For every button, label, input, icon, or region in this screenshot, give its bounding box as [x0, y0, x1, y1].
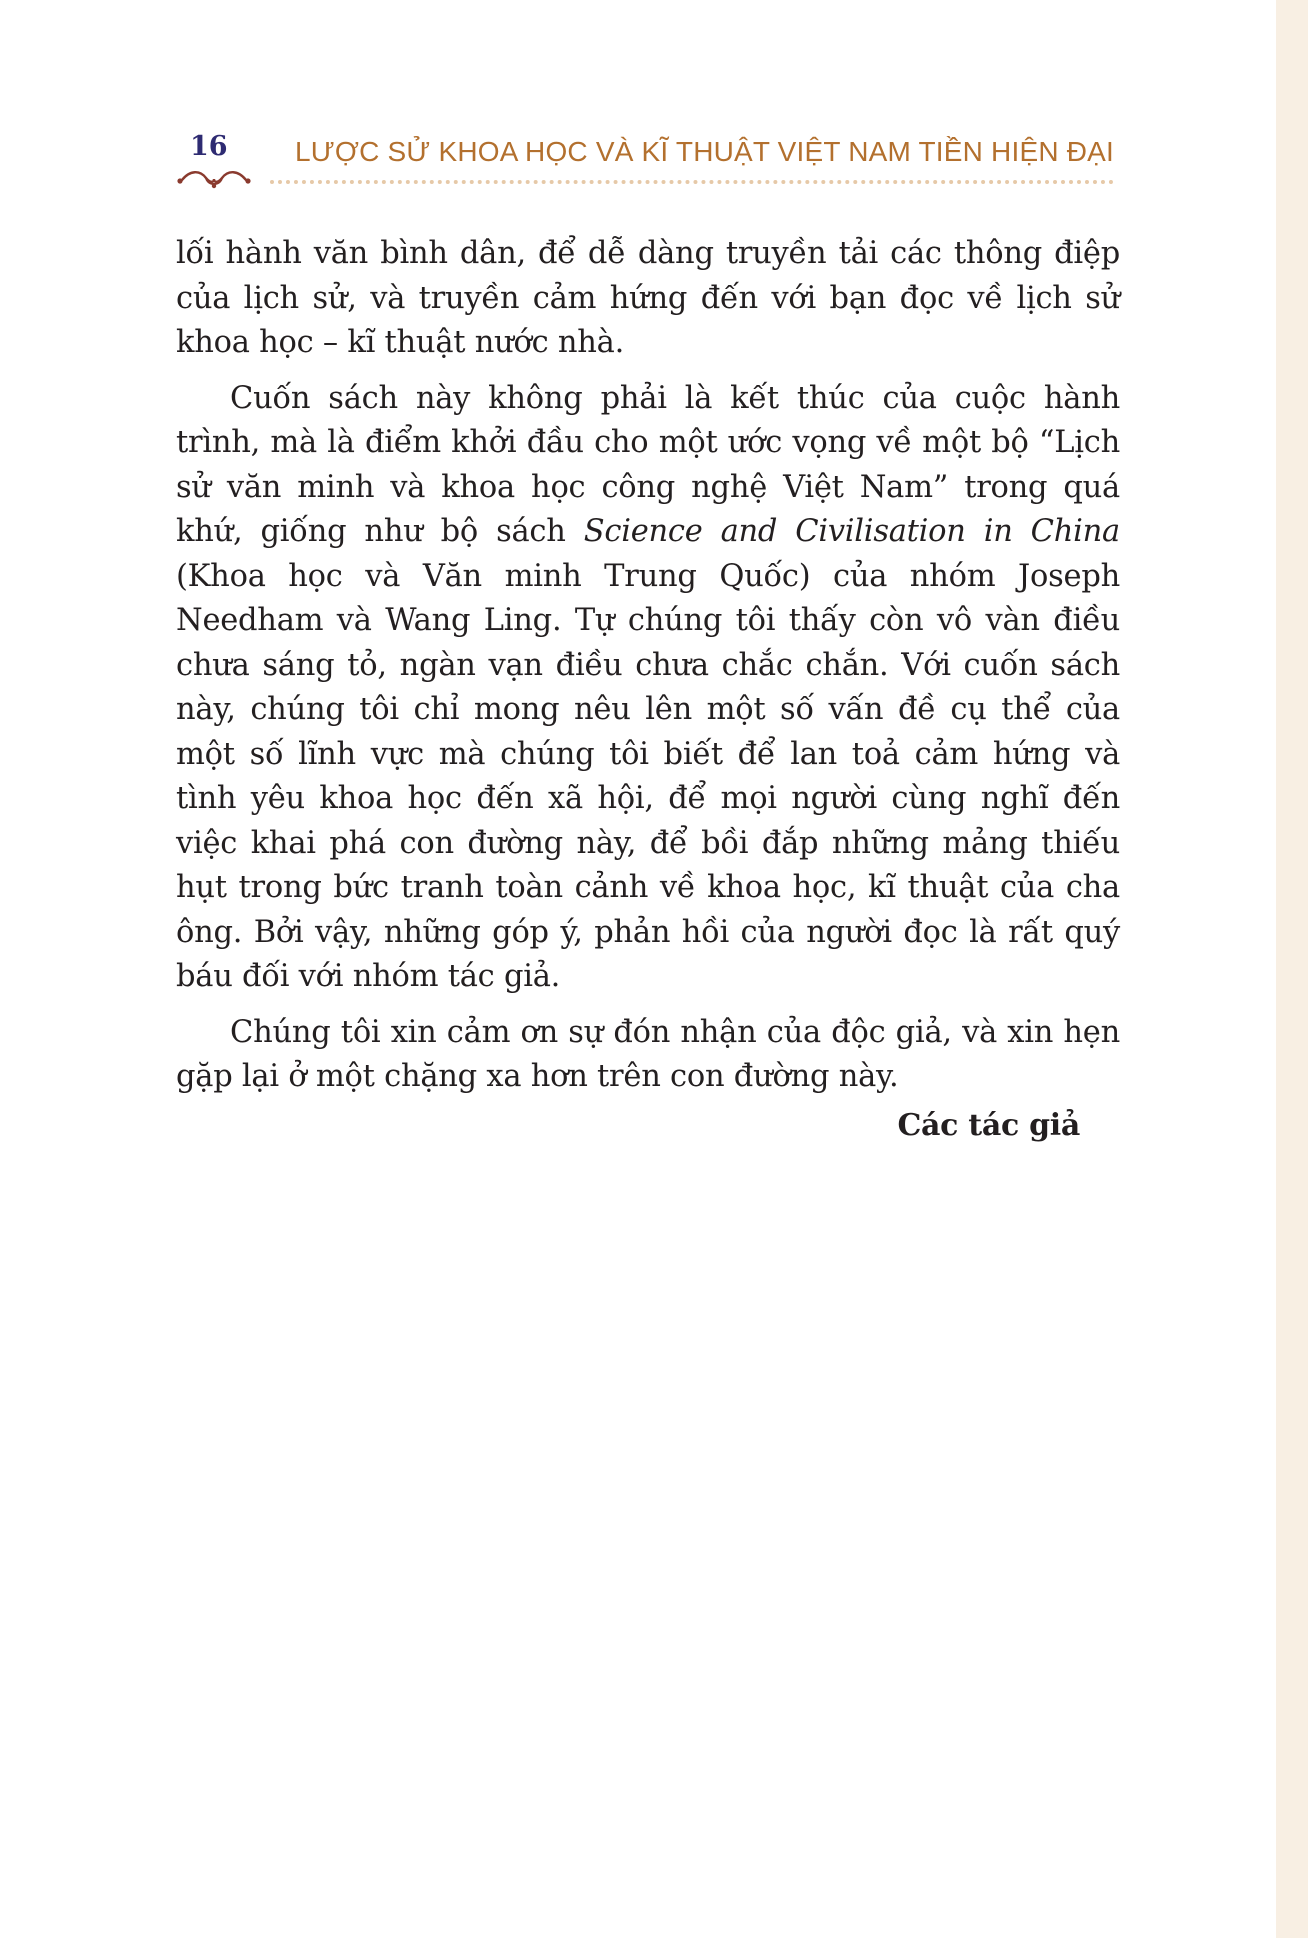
page-header — [176, 128, 1114, 192]
page-edge-strip — [1276, 0, 1308, 1938]
paragraph-2-text-a: Cuốn sách này không phải là kết thúc của cuộc hành trình, mà là điểm khởi đầu cho một ước vọng về một bộ “Lịch sử văn minh và khoa học công nghệ Việt Nam” trong quá khứ, giống như bộ sách — [176, 380, 1120, 549]
paragraph-2 — [176, 377, 1120, 1000]
signature: Các tác giả — [897, 1108, 1080, 1143]
paragraph-2-text-b: (Khoa học và Văn minh Trung Quốc) của nhóm Joseph Needham và Wang Ling. Tự chúng tôi thấy còn vô vàn điều chưa sáng tỏ, ngàn vạn điều chưa chắc chắn. Với cuốn sách này, chúng tôi chỉ mong nêu lên một số vấn đề cụ thể của một số lĩnh vực mà chúng tôi biết để lan toả cảm hứng và tình yêu khoa học đến xã hội, để mọi người cùng nghĩ đến việc khai phá con đường này, để bồi đắp những mảng thiếu hụt trong bức tranh toàn cảnh về khoa học, kĩ thuật của cha ông. Bởi vậy, những góp ý, phản hồi của người đọc là rất quý báu đối với nhóm tác giả. — [176, 558, 1120, 994]
header-dotted-rule — [270, 180, 1114, 184]
flourish-ornament-icon — [176, 168, 252, 190]
paragraph-1: lối hành văn bình dân, để dễ dàng truyền tải các thông điệp của lịch sử, và truyền cảm hứng đến với bạn đọc về lịch sử khoa học – kĩ thuật nước nhà. — [176, 236, 1120, 360]
book-title-italic: Science and Civilisation in China — [583, 514, 1120, 549]
running-title: LƯỢC SỬ KHOA HỌC VÀ KĨ THUẬT VIỆT NAM TIỀN HIỆN ĐẠI — [294, 136, 1114, 167]
paragraph-3: Chúng tôi xin cảm ơn sự đón nhận của độc giả, và xin hẹn gặp lại ở một chặng xa hơn trên con đường này. — [176, 1014, 1120, 1094]
body-text — [176, 232, 1120, 1111]
page-number: 16 — [190, 131, 228, 162]
